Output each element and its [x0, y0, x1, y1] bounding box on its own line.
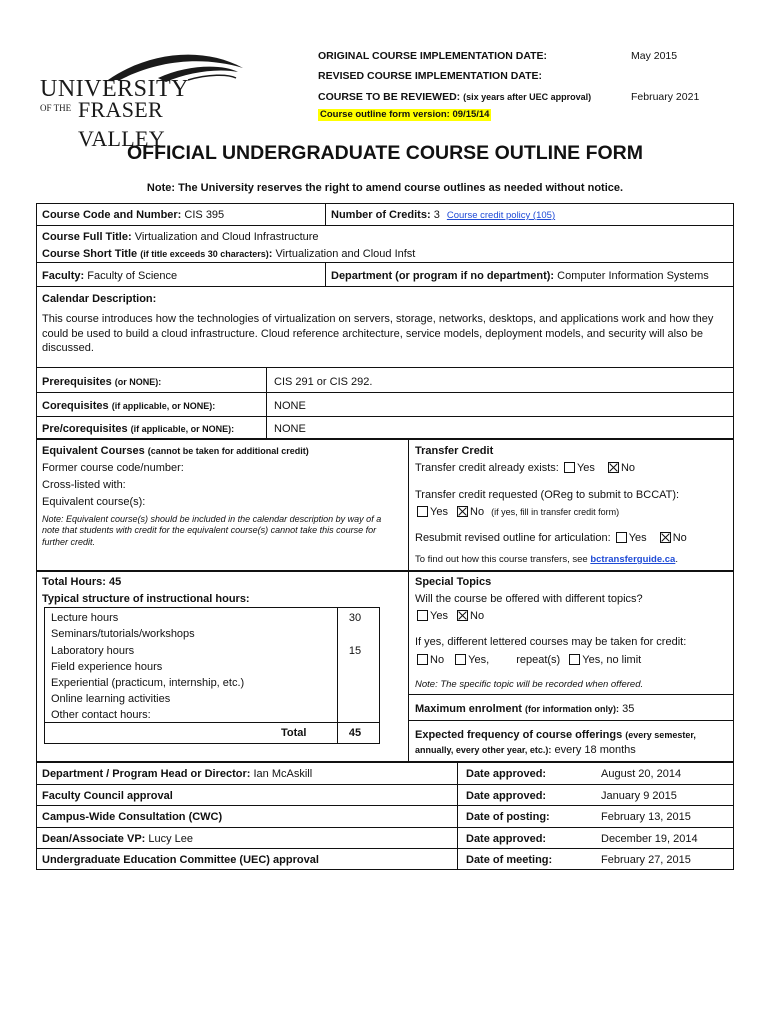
form-title: OFFICIAL UNDERGRADUATE COURSE OUTLINE FORM — [126, 142, 644, 164]
department-value: Computer Information Systems — [557, 270, 709, 282]
lettered-nolimit-checkbox[interactable] — [569, 654, 580, 665]
approval-row-uec: Undergraduate Education Committee (UEC) approval — [42, 854, 319, 866]
precorequisites-value: NONE — [274, 423, 306, 435]
short-title-value: Virtualization and Cloud Infst — [275, 248, 416, 260]
hours-value: 15 — [348, 645, 362, 657]
approval-date-label: Date approved: — [466, 768, 547, 780]
transfer-guide-row: To find out how this course transfers, see bctransferguide.ca. — [415, 554, 678, 565]
cross-listed-label: Cross-listed with: — [42, 479, 126, 491]
review-row — [318, 91, 738, 105]
frequency-row: Expected frequency of course offerings (every semester, annually, every other year, etc.): every 18 months — [415, 729, 696, 757]
table-row: Other contact hours: — [51, 709, 151, 721]
transfer-exists-yes-checkbox[interactable] — [564, 462, 575, 473]
transfer-requested-no-checkbox[interactable] — [457, 506, 468, 517]
approval-date-label: Date of posting: — [466, 811, 550, 823]
review-label: COURSE TO BE REVIEWED: — [318, 91, 461, 103]
approval-row-faculty: Faculty Council approval — [42, 790, 173, 802]
review-sub: (six years after UEC approval) — [463, 92, 592, 102]
form-note: Note: The University reserves the right to amend course outlines as needed without notice. — [146, 182, 624, 194]
resubmit-yes-checkbox[interactable] — [616, 532, 627, 543]
logo-university-text: UNIVERSITY — [40, 76, 189, 102]
credits-label: Number of Credits: — [331, 209, 431, 221]
table-row: Online learning activities — [51, 693, 171, 705]
structure-heading: Typical structure of instructional hours: — [42, 593, 250, 605]
original-implementation-label: ORIGINAL COURSE IMPLEMENTATION DATE: — [318, 50, 548, 62]
bctransferguide-link[interactable]: bctransferguide.ca — [590, 554, 676, 565]
course-code-label: Course Code and Number: — [42, 209, 182, 221]
credit-policy-link[interactable]: Course credit policy (105) — [446, 210, 556, 221]
approval-row-cwc: Campus-Wide Consultation (CWC) — [42, 811, 223, 823]
faculty-value: Faculty of Science — [87, 270, 178, 282]
full-title-value: Virtualization and Cloud Infrastructure — [134, 231, 319, 243]
course-code-value: CIS 395 — [184, 209, 225, 221]
table-row: Lecture hours — [51, 612, 119, 624]
table-row: Laboratory hours — [51, 645, 135, 657]
short-title-label: Course Short Title — [42, 248, 138, 260]
original-implementation-row — [318, 50, 738, 64]
approval-date-value: February 13, 2015 — [601, 811, 691, 823]
transfer-exists-no-checkbox[interactable] — [608, 462, 619, 473]
hours-total-value: 45 — [348, 727, 362, 739]
lettered-no-checkbox[interactable] — [417, 654, 428, 665]
table-row: Experiential (practicum, internship, etc.) — [51, 677, 245, 689]
special-topics-answer-row: Yes No — [411, 606, 488, 626]
department-label: Department (or program if no department): — [331, 270, 555, 282]
calendar-description: This course introduces how the technologies of virtualization on servers, storage, networks, desktops, and applications work and how they could be used to build a cloud infrastructure. Cloud reference architecture, service models, deployment models, and security will also be discussed. — [42, 313, 714, 355]
equivalent-heading: Equivalent Courses (cannot be taken for additional credit) — [42, 445, 309, 457]
review-value: February 2021 — [631, 91, 700, 103]
original-implementation-value: May 2015 — [631, 50, 678, 62]
hours-total-label: Total — [281, 727, 307, 739]
approval-row-dean: Dean/Associate VP: Lucy Lee — [42, 833, 194, 845]
approval-date-label: Date approved: — [466, 790, 547, 802]
former-code-label: Former course code/number: — [42, 462, 184, 474]
equivalent-note: Note: Equivalent course(s) should be included in the calendar description by way of a note that students with credit for the equivalent course(s) cannot take this course for further credit. — [42, 514, 382, 547]
university-logo — [38, 50, 253, 151]
transfer-exists-row: Transfer credit already exists: Yes No — [415, 462, 636, 474]
department-cell — [327, 266, 713, 286]
faculty-label: Faculty: — [42, 270, 85, 282]
approval-date-label: Date approved: — [466, 833, 547, 845]
precorequisites-label-cell: Pre/corequisites (if applicable, or NONE): — [42, 423, 235, 435]
transfer-heading: Transfer Credit — [415, 445, 494, 457]
calendar-label: Calendar Description: — [42, 293, 157, 305]
short-title-sub: (if title exceeds 30 characters) — [140, 249, 269, 259]
hours-table — [44, 607, 380, 744]
transfer-requested-row: Yes No (if yes, fill in transfer credit form) — [411, 502, 623, 522]
logo-fraser-valley-text: FRASER VALLEY — [78, 97, 165, 151]
corequisites-label-cell: Corequisites (if applicable, or NONE): — [42, 400, 216, 412]
total-hours-row: Total Hours: 45 — [42, 576, 122, 588]
transfer-requested-yes-checkbox[interactable] — [417, 506, 428, 517]
approval-date-label: Date of meeting: — [466, 854, 553, 866]
prerequisites-label-cell: Prerequisites (or NONE): — [42, 376, 162, 388]
hours-value: 30 — [348, 612, 362, 624]
revised-implementation-row — [318, 70, 738, 84]
credits-value: 3 — [433, 209, 440, 221]
form-version-badge: Course outline form version: 09/15/14 — [320, 109, 490, 120]
lettered-yes-checkbox[interactable] — [455, 654, 466, 665]
prerequisites-value: CIS 291 or CIS 292. — [274, 376, 373, 388]
course-code-cell — [38, 205, 228, 225]
approval-date-value: December 19, 2014 — [601, 833, 698, 845]
special-topics-question: Will the course be offered with different topics? — [415, 593, 643, 605]
approval-date-value: January 9 2015 — [601, 790, 677, 802]
max-enrolment-row: Maximum enrolment (for information only): 35 — [415, 703, 635, 715]
credits-cell — [327, 205, 559, 225]
table-row: Seminars/tutorials/workshops — [51, 628, 195, 640]
approval-row-dept: Department / Program Head or Director: Ian McAskill — [42, 768, 313, 780]
faculty-cell — [38, 266, 181, 286]
special-topics-note: Note: The specific topic will be recorded when offered. — [415, 679, 644, 690]
approval-date-value: August 20, 2014 — [601, 768, 682, 780]
transfer-requested-label: Transfer credit requested (OReg to submit to BCCAT): — [415, 489, 680, 501]
special-yes-checkbox[interactable] — [417, 610, 428, 621]
equivalent-courses-label: Equivalent course(s): — [42, 496, 146, 508]
approval-date-value: February 27, 2015 — [601, 854, 691, 866]
revised-implementation-label: REVISED COURSE IMPLEMENTATION DATE: — [318, 70, 543, 82]
short-title-cell: Course Short Title (if title exceeds 30 characters): Virtualization and Cloud Infst — [42, 248, 416, 260]
lettered-courses-label: If yes, different lettered courses may be taken for credit: — [415, 636, 687, 648]
lettered-options-row: No Yes, repeat(s) Yes, no limit — [411, 650, 645, 670]
full-title-label: Course Full Title: — [42, 231, 132, 243]
corequisites-value: NONE — [274, 400, 306, 412]
table-row: Field experience hours — [51, 661, 163, 673]
resubmit-no-checkbox[interactable] — [660, 532, 671, 543]
logo-of-the-text: OF THE — [40, 103, 72, 113]
resubmit-row: Resubmit revised outline for articulation: Yes No — [415, 532, 687, 544]
special-no-checkbox[interactable] — [457, 610, 468, 621]
special-topics-heading: Special Topics — [415, 576, 492, 588]
